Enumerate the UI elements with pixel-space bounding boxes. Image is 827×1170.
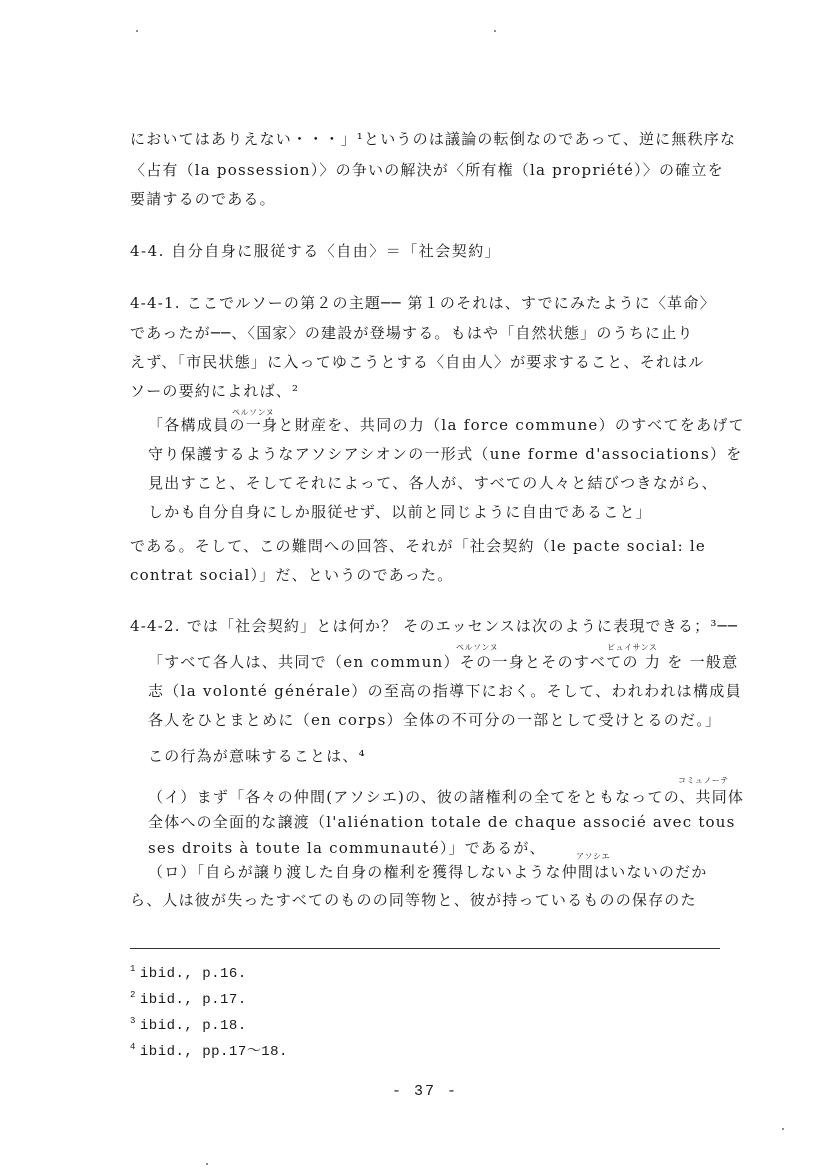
quote-line: 見出すこと、そしてそれによって、各人が、すべての人々と結びつきながら、 [148, 474, 718, 492]
scan-speck [136, 30, 138, 32]
body-line: 要請するのである。 [130, 190, 276, 208]
footnote [130, 1012, 247, 1035]
body-line: この行為が意味することは、⁴ [148, 747, 366, 765]
quote-line: 志（la volonté générale）の至高の指導下におく。そして、われわれは構成員 [148, 682, 742, 700]
footnote-mark: 4 [130, 1042, 136, 1052]
quote-line: 「各構成員の一身と財産を、共同の力（la force commune）のすべてをあげて [148, 416, 745, 434]
footnote-mark: 2 [130, 990, 136, 1000]
body-line: 〈占有（la possession）〉の争いの解決が〈所有権（la propriété）〉の確立を [130, 161, 724, 179]
ruby-annotation: ペルソンヌ [232, 408, 275, 417]
list-item-line: ses droits à toute la communauté）」であるが、 [148, 839, 546, 857]
page-number: - 37 - [391, 1083, 458, 1100]
quote-line: 守り保護するようなアソシアシオンの一形式（une forme d'associations）を [148, 445, 743, 463]
footnote-text: ibid., p.18. [139, 1018, 247, 1034]
ruby-annotation: アソシエ [576, 852, 610, 861]
footnote-mark: 1 [130, 964, 136, 974]
ruby-annotation: ピュイサンス [607, 643, 658, 652]
ruby-annotation: コミュノーテ [678, 776, 729, 785]
list-item-line: ら、人は彼が失ったすべてのものの同等物と、彼が持っているものの保存のた [130, 891, 697, 909]
body-line: 4-4-1. ここでルソーの第２の主題── 第１のそれは、すでにみたように〈革命〉 [130, 294, 716, 312]
footnote-text: ibid., pp.17～18. [139, 1044, 288, 1060]
scan-speck [206, 1163, 208, 1165]
footnote [130, 986, 247, 1009]
body-line: ソーの要約によれば、² [130, 382, 300, 400]
scan-speck [494, 30, 496, 32]
footnote-text: ibid., p.16. [139, 966, 247, 982]
quote-line: 各人をひとまとめに（en corps）全体の不可分の一部として受けとるのだ。」 [148, 711, 722, 729]
section-heading: 4-4. 自分自身に服従する〈自由〉＝「社会契約」 [130, 242, 502, 260]
quote-line: 「すべて各人は、共同で（en commun）その一身とそのすべての 力 を 一般意 [148, 653, 739, 671]
body-line: であったが──、〈国家〉の建設が登場する。もはや「自然状態」のうちに止り [130, 324, 694, 342]
footnote-text: ibid., p.17. [139, 992, 247, 1008]
body-line: である。そして、この難問への回答、それが「社会契約（le pacte social: le [130, 537, 706, 555]
ruby-annotation: ペルソンヌ [456, 643, 499, 652]
body-line: 4-4-2. では「社会契約」とは何か？ そのエッセンスは次のように表現できる；³── [130, 617, 738, 635]
body-line: においてはありえない・・・」¹というのは議論の転倒なのであって、逆に無秩序な [130, 130, 737, 148]
footnote-mark: 3 [130, 1016, 136, 1026]
body-line: えず、「市民状態」に入ってゆこうとする〈自由人〉が要求すること、それはル [130, 353, 705, 371]
list-item-line: （ロ）「自らが譲り渡した自身の権利を獲得しないような仲間はいないのだか [148, 863, 708, 881]
footnote [130, 960, 247, 983]
body-line: contrat social）」だ、というのであった。 [130, 566, 454, 584]
footnote-separator [130, 948, 720, 949]
footnote [130, 1038, 288, 1061]
list-item-line: 全体への全面的な譲渡（l'aliénation totale de chaque associé avec tous [148, 813, 736, 831]
quote-line: しかも自分自身にしか服従せず、以前と同じように自由であること」 [148, 503, 653, 521]
scan-speck [782, 1128, 784, 1130]
list-item-line: （イ）まず「各々の仲間(アソシエ)の、彼の諸権利の全てをともなっての、共同体 [148, 788, 745, 806]
